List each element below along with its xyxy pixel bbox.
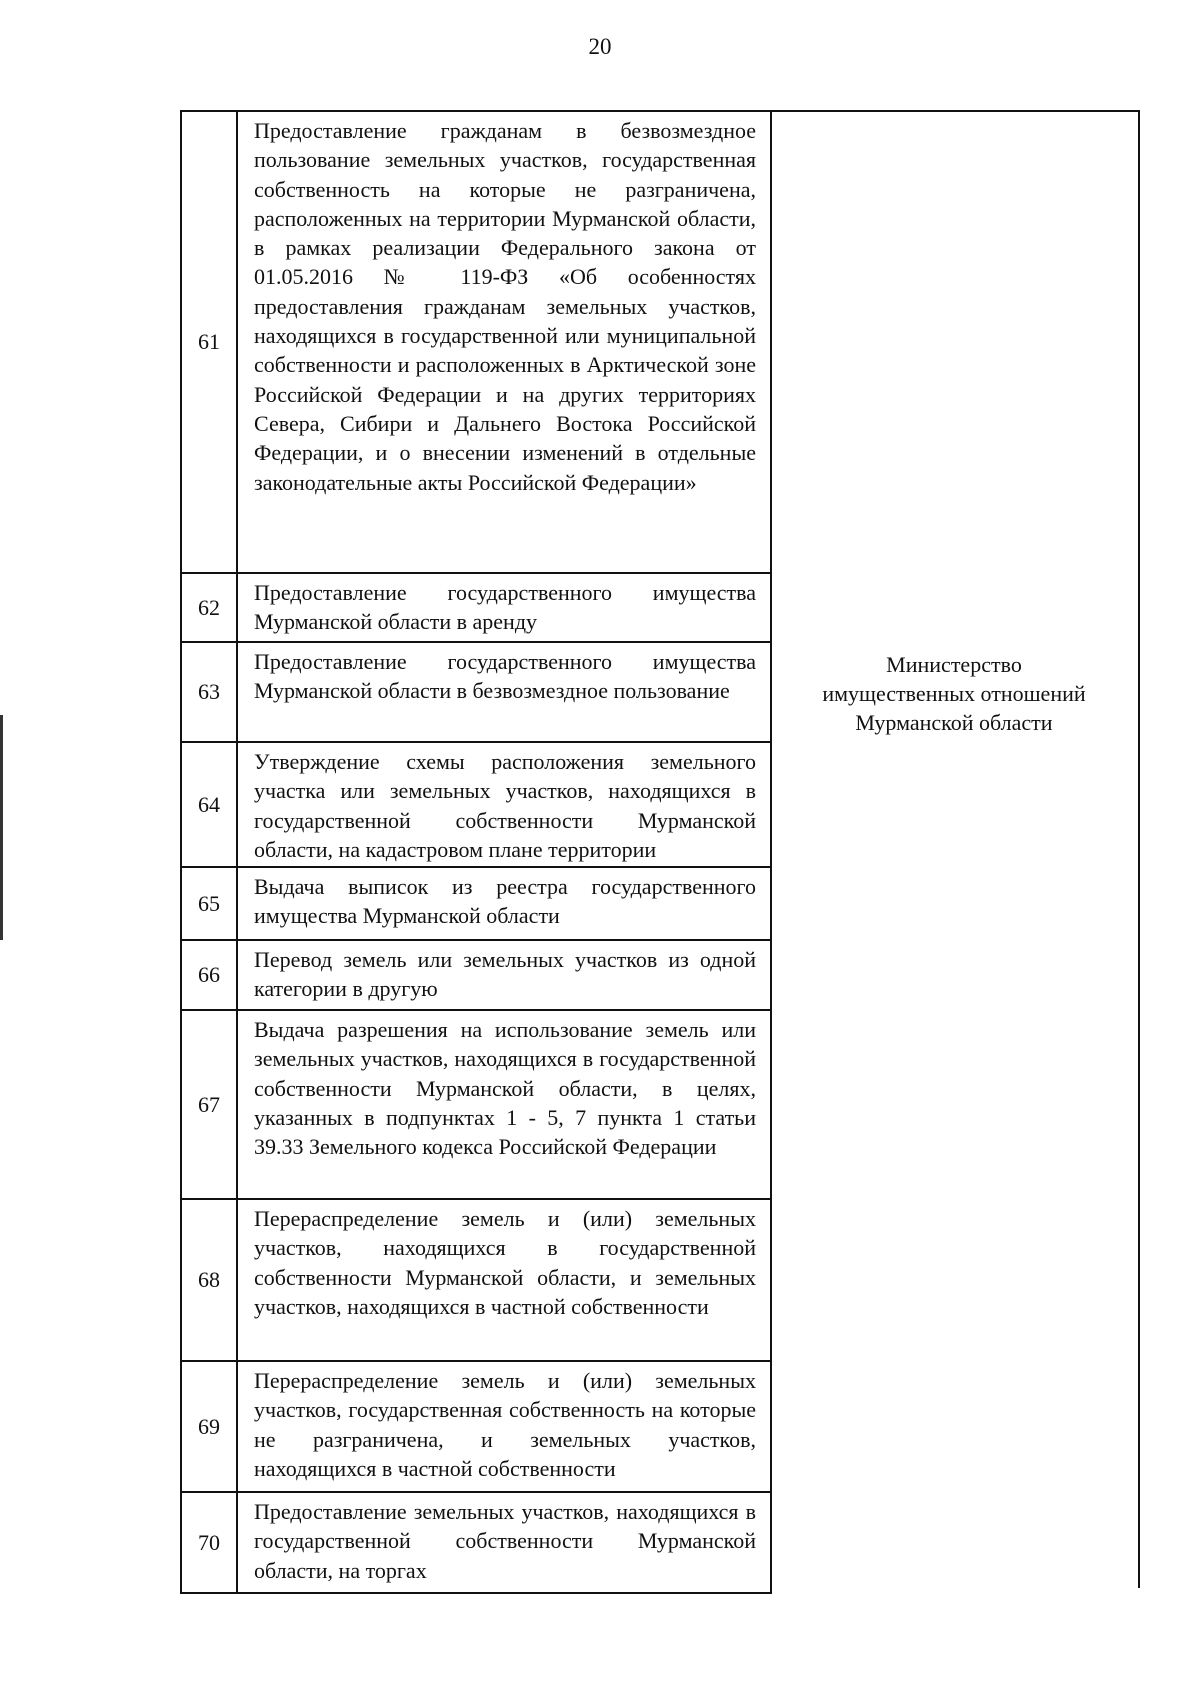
authority-line: Министерство: [886, 652, 1022, 677]
row-number: 61: [182, 112, 238, 572]
row-number: 65: [182, 868, 238, 939]
authority-column: [770, 110, 1140, 1588]
responsible-authority: [770, 650, 1138, 737]
service-name: Предоставление государственного имущества Мурманской области в аренду: [238, 574, 772, 641]
service-name: Перераспределение земель и (или) земельных участков, находящихся в государственной собственности Мурманской области, и земельных участков, находящихся в частной собственности: [238, 1200, 772, 1360]
row-number: 69: [182, 1362, 238, 1491]
table-row: [182, 941, 772, 1011]
row-number: 67: [182, 1011, 238, 1198]
service-name: Перераспределение земель и (или) земельных участков, государственная собственность на которые не разграничена, и земельных участков, находящихся в частной собственности: [238, 1362, 772, 1491]
authority-line: Мурманской области: [855, 710, 1053, 735]
row-number: 63: [182, 643, 238, 741]
table-row: [182, 1493, 772, 1594]
service-name: Предоставление гражданам в безвозмездное пользование земельных участков, государственная собственность на которые не разграничена, расположенных на территории Мурманской области, в рамках реализации Федерального закона от 01.05.2016 № 119-ФЗ «Об особенностях предоставления гражданам земельных участков, находящихся в государственной или муниципальной собственности и расположенных в Арктической зоне Российской Федерации и на других территориях Севера, Сибири и Дальнего Востока Российской Федерации, и о внесении изменений в отдельные законодательные акты Российской Федерации»: [238, 112, 772, 572]
row-number: 70: [182, 1493, 238, 1592]
service-name: Предоставление государственного имущества Мурманской области в безвозмездное пользование: [238, 643, 772, 741]
service-name: Выдача разрешения на использование земель или земельных участков, находящихся в государственной собственности Мурманской области, в целях, указанных в подпунктах 1 - 5, 7 пункта 1 статьи 39.33 Земельного кодекса Российской Федерации: [238, 1011, 772, 1198]
scan-edge-mark: [0, 715, 3, 940]
table-row: [182, 112, 772, 574]
table-rows: [180, 110, 772, 1594]
table-row: [182, 1362, 772, 1493]
authority-line: имущественных отношений: [822, 681, 1086, 706]
service-name: Предоставление земельных участков, находящихся в государственной собственности Мурманской области, на торгах: [238, 1493, 772, 1592]
row-number: 66: [182, 941, 238, 1009]
table-row: [182, 1011, 772, 1200]
table-row: [182, 574, 772, 643]
table-row: [182, 868, 772, 941]
row-number: 64: [182, 743, 238, 866]
table-row: [182, 1200, 772, 1362]
page-number: 20: [588, 34, 612, 59]
service-name: Перевод земель или земельных участков из одной категории в другую: [238, 941, 772, 1009]
service-name: Выдача выписок из реестра государственного имущества Мурманской области: [238, 868, 772, 939]
table-row: [182, 643, 772, 743]
service-name: Утверждение схемы расположения земельного участка или земельных участков, находящихся в государственной собственности Мурманской области, на кадастровом плане территории: [238, 743, 772, 866]
row-number: 68: [182, 1200, 238, 1360]
row-number: 62: [182, 574, 238, 641]
table-row: [182, 743, 772, 868]
